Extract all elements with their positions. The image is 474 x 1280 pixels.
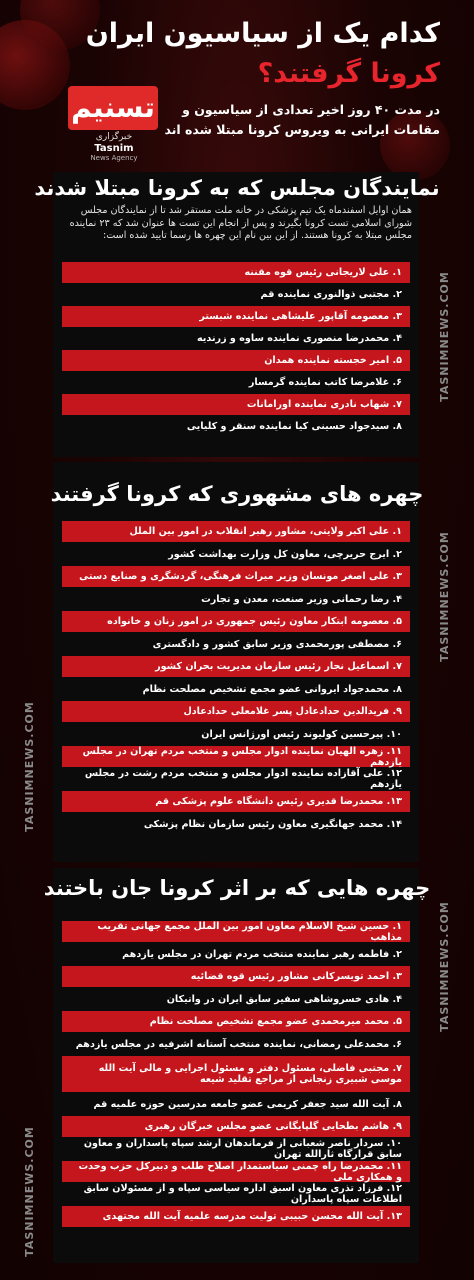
section1-intro: همان اوایل اسفندماه یک تیم پزشکی در خانه ملت مستقر شد تا از نمایندگان مجلس شورای اسلامی تست کرونا بگیرند و پس از انجام این تست ها عنوان شد که ۲۳ نماینده مجلس مبتلا به کرونا هستند. از این بین نام این چهره ها رسما تایید شده است: — [69, 205, 412, 241]
logo-label-fa: خبرگزاری — [95, 132, 133, 142]
list-item — [62, 632, 410, 656]
section3-title: چهره هایی که بر اثر کرونا جان باختند — [43, 876, 431, 900]
list-item-text: ۷. اسماعیل نجار رئیس سازمان مدیریت بحران کشور — [155, 661, 402, 672]
list-item — [62, 1161, 410, 1182]
list-item-text: ۱. علی اکبر ولایتی، مشاور رهبر انقلاب در امور بین الملل — [129, 526, 402, 537]
list-item — [62, 327, 410, 350]
list-item-text: ۷. مجتبی فاضلی، مسئول دفتر و مسئول اجرایی و مالی آیت الله موسی شبیری زنجانی از مراجع تقلید شیعه — [98, 1063, 402, 1085]
logo-label-en: Tasnim — [94, 143, 134, 154]
list-item-text: ۴. محمدرضا منصوری نماینده ساوه و زرندیه — [196, 333, 402, 344]
list-item — [62, 1032, 410, 1056]
list-item-text: ۳. معصومه آقاپور علیشاهی نماینده شبستر — [199, 311, 402, 322]
list-item — [62, 1092, 410, 1116]
list-item — [62, 262, 410, 283]
list-item — [62, 306, 410, 327]
list-item-text: ۵. معصومه ابتکار معاون رئیس جمهوری در امور زنان و خانواده — [107, 616, 402, 627]
list-item-text: ۱۳. محمدرضا قدیری رئیس دانشگاه علوم پزشکی قم — [155, 796, 402, 807]
list-item — [62, 701, 410, 722]
list-item-text: ۴. هادی خسروشاهی سفیر سابق ایران در واتیکان — [166, 993, 402, 1005]
list-item — [62, 1116, 410, 1137]
list-item-text: ۱۴. محمد جهانگیری معاون رئیس سازمان نظام پزشکی — [143, 818, 402, 830]
list-item — [62, 1206, 410, 1227]
list-item-text: ۱۲. فرزاد تذری معاون اسبق اداره سیاسی سپاه و از مسئولان سابق اطلاعات سپاه پاسداران — [83, 1183, 402, 1205]
list-item-text: ۲. مجتبی ذوالنوری نماینده قم — [260, 289, 402, 300]
list-item — [62, 1137, 410, 1161]
list-item-text: ۵. محمد میرمحمدی عضو مجمع تشخیص مصلحت نظام — [149, 1016, 402, 1027]
watermark: TASNIMNEWS.COM — [438, 531, 452, 662]
list-item-text: ۱۰. پیرحسین کولیوند رئیس اورژانس ایران — [201, 728, 402, 740]
list-item — [62, 350, 410, 371]
list-item-text: ۹. هاشم بطحایی گلپایگانی عضو مجلس خبرگان رهبری — [144, 1121, 402, 1132]
list-item — [62, 966, 410, 987]
list-item-text: ۱. علی لاریجانی رئیس قوه مقننه — [244, 267, 402, 278]
list-item — [62, 1056, 410, 1092]
list-item — [62, 1011, 410, 1032]
section1-title: نمایندگان مجلس که به کرونا مبتلا شدند — [34, 176, 440, 200]
list-item-text: ۶. مصطفی پورمحمدی وزیر سابق کشور و دادگستری — [152, 638, 402, 650]
list-item-text: ۷. شهاب نادری نماینده اورامانات — [246, 399, 402, 410]
watermark: TASNIMNEWS.COM — [22, 701, 36, 832]
section2-title: چهره های مشهوری که کرونا گرفتند — [50, 482, 424, 506]
list-item-text: ۶. غلامرضا کاتب نماینده گرمسار — [248, 377, 402, 388]
list-item-text: ۸. آیت الله سید جعفر کریمی عضو جامعه مدرسین حوزه علمیه قم — [93, 1098, 402, 1110]
list-item — [62, 1182, 410, 1206]
list-item — [62, 746, 410, 767]
list-item — [62, 394, 410, 415]
logo-label-sub: News Agency — [90, 154, 138, 162]
list-item-text: ۱۰. سردار ناصر شعبانی از فرماندهان ارشد سپاه پاسداران و معاون سابق قرارگاه ثارالله تهران — [83, 1138, 402, 1160]
watermark: TASNIMNEWS.COM — [438, 271, 452, 402]
list-item — [62, 283, 410, 306]
list-item — [62, 611, 410, 632]
list-item — [62, 656, 410, 677]
list-item — [62, 767, 410, 791]
list-item — [62, 987, 410, 1011]
list-item-text: ۲. فاطمه رهبر نماینده منتخب مردم تهران در مجلس یازدهم — [122, 948, 402, 960]
list-item — [62, 587, 410, 611]
list-item-text: ۲. ایرج حریرچی، معاون کل وزارت بهداشت کشور — [168, 548, 402, 560]
watermark: TASNIMNEWS.COM — [438, 901, 452, 1032]
list-item-text: ۶. محمدعلی رمضانی، نماینده منتخب آستانه اشرفیه در مجلس یازدهم — [75, 1038, 402, 1050]
tasnim-logo — [62, 86, 166, 162]
list-item-text: ۱۲. علی آقازاده نماینده ادوار مجلس و منتخب مردم رشت در مجلس یازدهم — [84, 768, 402, 790]
list-item-text: ۸. سیدجواد حسینی کیا نماینده سنقر و کلیایی — [186, 421, 402, 432]
list-item — [62, 791, 410, 812]
tasnim-logo-mark: تسنیم — [68, 86, 158, 130]
list-item-text: ۸. محمدجواد ایروانی عضو مجمع تشخیص مصلحت نظام — [142, 683, 402, 695]
list-item — [62, 722, 410, 746]
section3-list — [62, 921, 410, 1227]
list-item-text: ۳. احمد تویسرکانی مشاور رئیس قوه قضائیه — [190, 971, 402, 982]
list-item-text: ۱۱. محمدرضا راه چمنی سیاستمدار اصلاح طلب و دبیرکل حزب وحدت و همکاری ملی — [78, 1160, 402, 1183]
watermark: TASNIMNEWS.COM — [22, 1126, 36, 1257]
list-item — [62, 942, 410, 966]
list-item-text: ۳. علی اصغر مونسان وزیر میراث فرهنگی، گردشگری و صنایع دستی — [79, 571, 402, 582]
page-subtitle: در مدت ۴۰ روز اخیر تعدادی از سیاسیون و مقامات ایرانی به ویروس کرونا مبتلا شده اند — [164, 102, 440, 137]
section1-list — [62, 262, 410, 438]
page-title-line2: کرونا گرفتند؟ — [257, 58, 440, 89]
header — [0, 0, 474, 165]
list-item-text: ۱۱. زهره الهیان نماینده ادوار مجلس و منتخب مردم تهران در مجلس یازدهم — [82, 745, 402, 768]
list-item — [62, 566, 410, 587]
list-item — [62, 921, 410, 942]
list-item-text: ۵. امیر خجسته نماینده همدان — [264, 355, 402, 366]
list-item-text: ۱. حسین شیخ الاسلام معاون امور بین الملل مجمع جهانی تقریب مذاهب — [97, 920, 402, 943]
section2-list — [62, 521, 410, 836]
list-item-text: ۹. فریدالدین حدادعادل پسر غلامعلی حدادعادل — [183, 706, 402, 717]
list-item — [62, 371, 410, 394]
list-item-text: ۱۳. آیت الله محسن حبیبی تولیت مدرسه علمیه آیت الله مجتهدی — [102, 1211, 402, 1222]
list-item — [62, 521, 410, 542]
list-item — [62, 812, 410, 836]
list-item — [62, 677, 410, 701]
page-title-line1: کدام یک از سیاسیون ایران — [85, 18, 440, 49]
list-item-text: ۴. رضا رحمانی وزیر صنعت، معدن و تجارت — [201, 593, 402, 605]
list-item — [62, 415, 410, 438]
list-item — [62, 542, 410, 566]
